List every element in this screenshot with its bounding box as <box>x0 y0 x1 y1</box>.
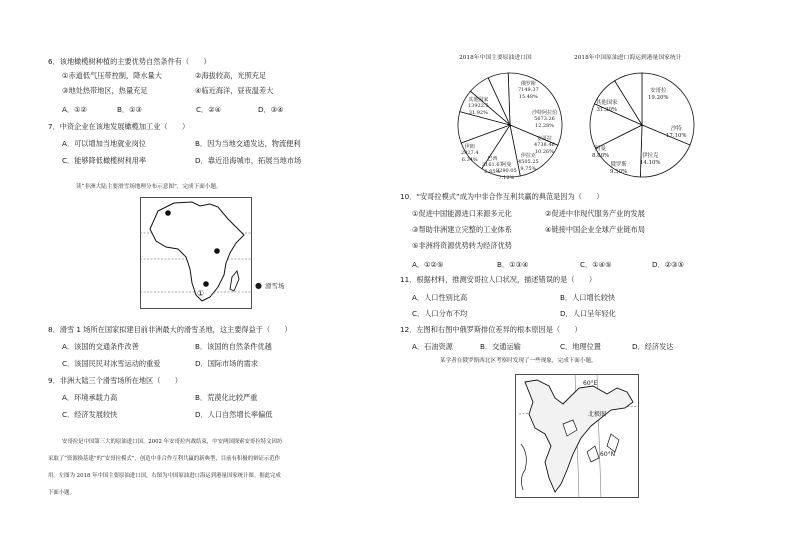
chart1-label-iran: 伊朗 2927.4 6.34% <box>461 144 479 163</box>
q8-choice-c[interactable]: C．该国民民对冰雪运动的重爱 <box>62 359 161 368</box>
q10-option-5: ⑤非洲将资源优势转为经济优势 <box>412 241 512 250</box>
ski-resort-dot <box>214 248 220 254</box>
q7-choice-d[interactable]: D．靠近沿海城市，拓展当地市场 <box>195 156 302 165</box>
q6-choice-b[interactable]: B．①③ <box>117 105 143 114</box>
chart2-label-iraq: 伊拉克 14.10% <box>640 153 661 167</box>
q6-option-4: ④临近海洋，昼夜温差大 <box>195 86 274 95</box>
q9-choice-b[interactable]: B．荒漠化比较严重 <box>195 393 258 402</box>
chart2-label-oman: 阿曼 8.80% <box>592 146 610 160</box>
legend-dot-icon: ● <box>255 281 262 290</box>
q8-choice-b[interactable]: B．该国的自然条件优越 <box>195 342 272 351</box>
q10-choice-c[interactable]: C．①④⑤ <box>580 260 612 269</box>
chart1-label-oman: 阿曼 3290.05 7.12% <box>496 162 517 181</box>
chart1-label-saudi: 沙特阿拉伯 5673.26 12.28% <box>532 110 558 129</box>
chart2-label-russia: 俄罗斯 9.50% <box>610 162 628 176</box>
q9-stem: 9．非洲大陆三个滑雪场所在地区（ ） <box>48 376 182 385</box>
chart2-label-angola: 安哥拉 19.20% <box>648 88 669 102</box>
passage-line-4: 下面小题。 <box>48 490 75 496</box>
map2-arctic-label: 北极圈 <box>588 411 607 418</box>
chart1-label-angola: 安哥拉 4738.46 10.26% <box>534 136 555 155</box>
q11-choice-a[interactable]: A．人口性别比高 <box>412 293 468 302</box>
q6-option-2: ②海拔较高，光照充足 <box>195 71 267 80</box>
q11-stem: 11．根据材料，推测安哥拉人口状况，描述错误的是（ ） <box>400 275 597 284</box>
q6-choice-d[interactable]: D．③④ <box>258 105 284 114</box>
q11-choice-b[interactable]: B．人口增长较快 <box>560 293 616 302</box>
q6-choice-a[interactable]: A．①② <box>62 105 87 114</box>
ski-resort-dot <box>165 210 171 216</box>
q6-choice-c[interactable]: C．②④ <box>196 105 222 114</box>
russia-northwest-map <box>515 374 639 498</box>
map-legend-label: 滑雪场 <box>265 282 285 290</box>
q10-option-2: ②促进中非现代服务产业的发展 <box>545 209 645 218</box>
q10-choice-a[interactable]: A．①②⑤ <box>412 260 444 269</box>
q10-choice-b[interactable]: B．①③④ <box>497 260 529 269</box>
q7-stem: 7．中资企业在该地发展橄榄加工业（ ） <box>48 122 190 131</box>
q8-choice-a[interactable]: A．该国的交通条件改善 <box>62 342 139 351</box>
map2-lat-label: 60°N <box>600 451 616 458</box>
q10-option-1: ①促进中国能源进口来源多元化 <box>412 209 512 218</box>
africa-map <box>140 197 252 309</box>
passage-line-1: 安哥拉是中国第三大的原油进口国。2002 年安哥拉内战结束，中安两国探索安哥拉特文因坊 <box>62 439 283 445</box>
q7-choice-b[interactable]: B．因为当地交通发达，物流便利 <box>195 139 301 148</box>
chart2-label-saudi: 沙特 17.10% <box>666 126 687 140</box>
q6-option-3: ③地处热带地区，热量充足 <box>62 86 148 95</box>
ski-resort-dot <box>203 281 209 287</box>
q8-stem: 8．滑雪 1 场所在国家拟建目前非洲最大的滑雪圣地，这主要得益于（ ） <box>48 325 292 334</box>
q7-choice-c[interactable]: C．能够降低橄榄树利用率 <box>62 156 147 165</box>
map-marker-1: ① <box>197 289 205 298</box>
q12-choice-d[interactable]: D．经济发达 <box>632 342 674 351</box>
q12-choice-a[interactable]: A．石油资源 <box>412 342 453 351</box>
q12-choice-c[interactable]: C．地理位置 <box>560 342 601 351</box>
q10-option-4: ④链接中国企业全球产业链布局 <box>545 225 645 234</box>
q10-option-3: ③帮助非洲建立完整的工业体系 <box>412 225 512 234</box>
chart1-label-brazil: 巴西 3161.67 6.85% <box>482 156 503 175</box>
chart1-title: 2018年中国主要原油进口国 <box>459 55 532 61</box>
q9-choice-c[interactable]: C．经济发展较快 <box>62 410 118 419</box>
q9-choice-a[interactable]: A．环境承载力高 <box>62 393 118 402</box>
passage-line-3: 用。左图为 2018 年中国主要原油进口国，右图为中国原油进口海运到港量国家统计图。据此完成 <box>48 473 281 479</box>
chart1-label-other: 其他国家 13922.5 31.92% <box>468 97 489 116</box>
q6-option-1: ①赤道低气压带控制，降水量大 <box>62 71 162 80</box>
chart2-label-other: 其他国家 31.30% <box>596 100 618 114</box>
q11-choice-c[interactable]: C．人口分布不均 <box>412 309 468 318</box>
q12-stem: 12．左图和右图中俄罗斯排位差异的根本原因是（ ） <box>400 325 582 334</box>
map-intro: 读“非洲大陆主要滑雪场地理分布示意图”，完成下面小题。 <box>76 184 222 190</box>
q8-choice-d[interactable]: D．国际市场的需求 <box>195 359 259 368</box>
chart2-title: 2018年中国原油进口海运到港量国家统计 <box>574 55 682 61</box>
q12-choice-b[interactable]: B．交通运输 <box>480 342 521 351</box>
q10-stem: 10．“安哥拉模式”成为中非合作互利共赢的典范是因为（ ） <box>400 192 604 201</box>
q9-choice-d[interactable]: D．人口自然增长率偏低 <box>195 410 273 419</box>
map2-lon-label: 60°E <box>583 380 598 387</box>
map2-intro: 某学者在俄罗斯西北区考察时发现了一些现象，完成下面小题。 <box>440 358 597 364</box>
passage-line-2: 采取了“资源换基建”的“安哥拉模式”，创造中非合作互利共赢的新典型，目前有积极的辩证示范作 <box>48 456 281 462</box>
q6-stem: 6．该地橄榄树种植的主要优势自然条件有（ ） <box>48 57 211 66</box>
chart1-label-russia: 俄罗斯 7149.37 15.48% <box>518 81 539 100</box>
q7-choice-a[interactable]: A．可以增加当地就业岗位 <box>62 139 146 148</box>
chart1-label-iraq: 伊拉克 4505.25 9.75% <box>518 153 539 172</box>
q10-choice-d[interactable]: D．②③⑤ <box>652 260 685 269</box>
q11-choice-d[interactable]: D．人口呈年轻化 <box>560 309 616 318</box>
